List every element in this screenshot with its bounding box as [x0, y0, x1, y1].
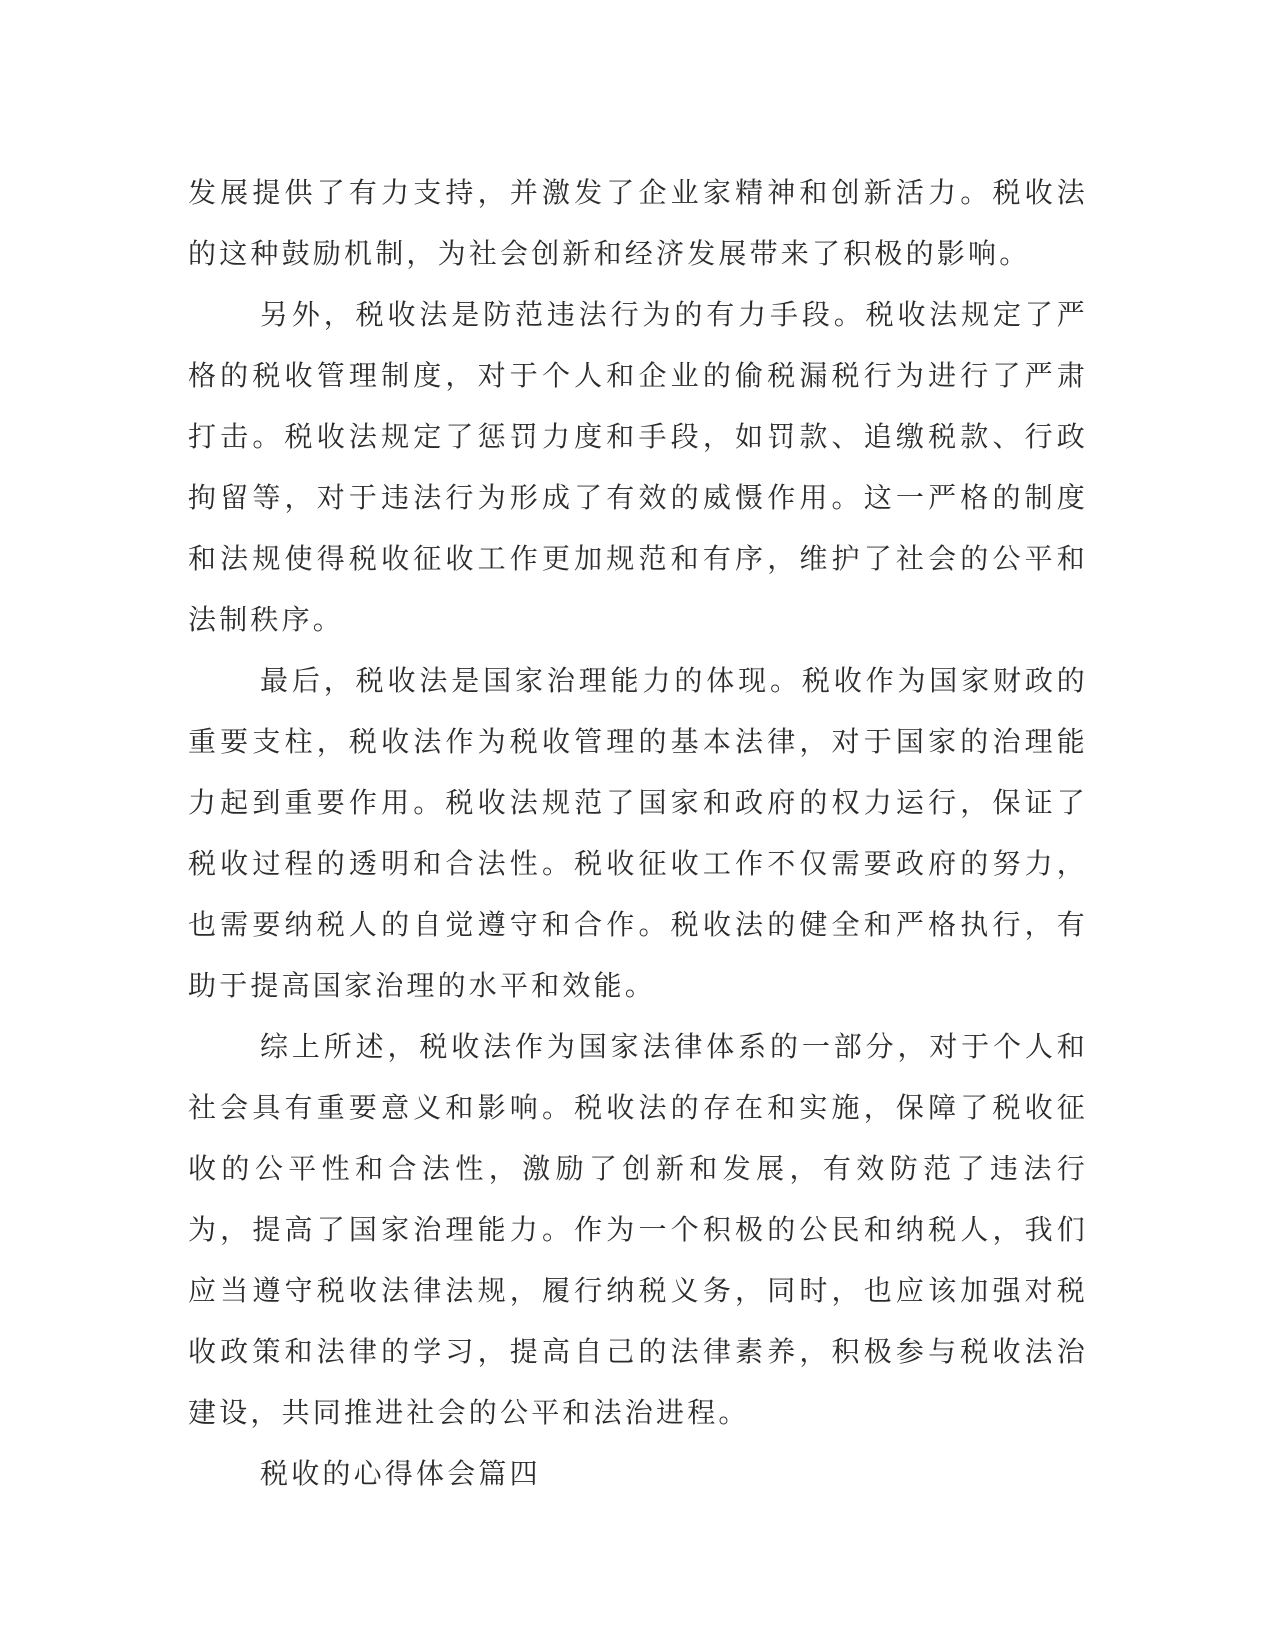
- document-body: [188, 162, 1088, 1504]
- paragraph-4: 综上所述，税收法作为国家法律体系的一部分，对于个人和社会具有重要意义和影响。税收法的存在和实施，保障了税收征收的公平性和合法性，激励了创新和发展，有效防范了违法行为，提高了国家治理能力。作为一个积极的公民和纳税人，我们应当遵守税收法律法规，履行纳税义务，同时，也应该加强对税收政策和法律的学习，提高自己的法律素养，积极参与税收法治建设，共同推进社会的公平和法治进程。: [188, 1030, 1088, 1429]
- paragraph-3: 最后，税收法是国家治理能力的体现。税收作为国家财政的重要支柱，税收法作为税收管理的基本法律，对于国家的治理能力起到重要作用。税收法规范了国家和政府的权力运行，保证了税收过程的透明和合法性。税收征收工作不仅需要政府的努力，也需要纳税人的自觉遵守和合作。税收法的健全和严格执行，有助于提高国家治理的水平和效能。: [188, 664, 1088, 1002]
- paragraph-1: 发展提供了有力支持，并激发了企业家精神和创新活力。税收法的这种鼓励机制，为社会创新和经济发展带来了积极的影响。: [188, 176, 1088, 270]
- paragraph-2: 另外，税收法是防范违法行为的有力手段。税收法规定了严格的税收管理制度，对于个人和企业的偷税漏税行为进行了严肃打击。税收法规定了惩罚力度和手段，如罚款、追缴税款、行政拘留等，对于违法行为形成了有效的威慑作用。这一严格的制度和法规使得税收征收工作更加规范和有序，维护了社会的公平和法制秩序。: [188, 298, 1088, 636]
- section-heading: 税收的心得体会篇四: [260, 1457, 541, 1490]
